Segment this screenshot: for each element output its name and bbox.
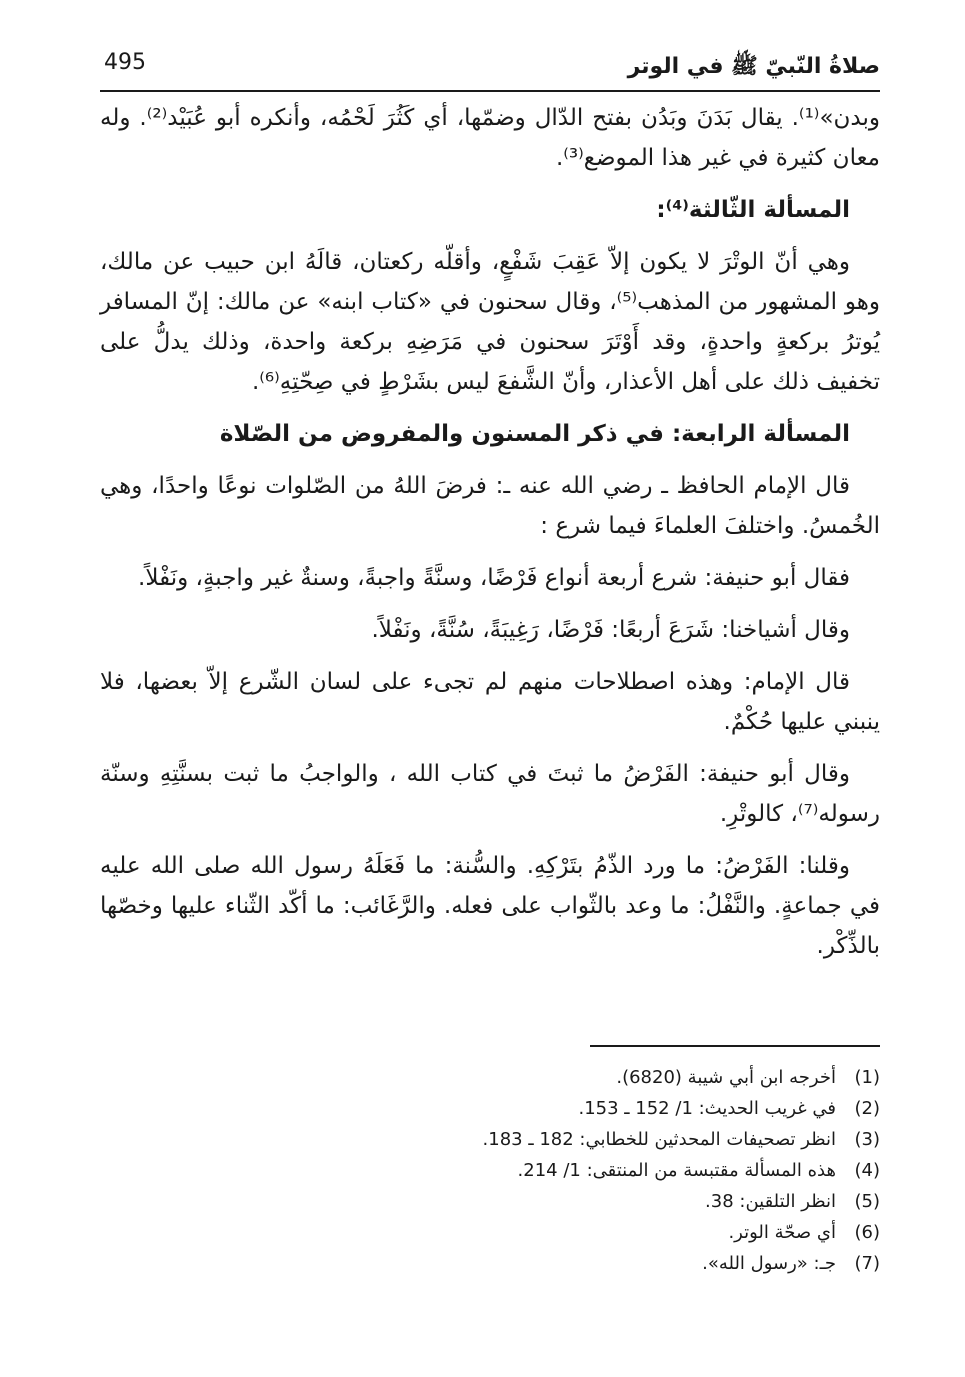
paragraph: وهي أنّ الوتْرَ لا يكون إلاّ عَقِبَ شَفْعٍ، وأقلّه ركعتان، قالَهُ ابن حبيب عن مالك، وهو المشهور من المذهب⁽⁵⁾، وقال سحنون في «كتاب ابنه» عن مالك: إنّ المسافر يُوترُ بركعةٍ واحدةٍ، وقد أَوْتَرَ سحنون في مَرَضِهِ بركعة واحدة، وذلك يدلُّ على تخفيف ذلك على أهل الأعذار، وأنّ الشَّفعَ ليس بشَرْطٍ في صِحّتِهِ⁽⁶⁾. [100,249,880,395]
paragraph: وقلنا: الفَرْضُ: ما ورد الذّمُ بتَرْكِهِ. والسُّنة: ما فَعَلَهُ رسول الله صلى الله عليه في جماعةٍ. والنَّفْلُ: ما وعد بالثّواب على فعله. والرَّغَائب: ما أكّد الثّناء عليها وخصّها بالذِّكْر. [100,853,880,959]
footnote-text: أي صحّة الوتر. [728,1222,836,1243]
section-heading: المسألة الثّالثة⁽⁴⁾: [656,197,850,223]
footnote [100,1217,880,1248]
section-heading: المسألة الرابعة: في ذكر المسنون والمفروض من الصّلاة [219,421,850,447]
running-title: صلاةُ النّبيّ ﷺ في الوتر [627,54,880,79]
footnote-number: (7) [854,1253,880,1274]
footnote-text: انظر تصحيفات المحدثين للخطابي: 182 ـ 183. [482,1129,836,1150]
footnote-text: جـ: «رسول الله». [702,1253,836,1274]
footnote [100,1124,880,1155]
footnote [100,1155,880,1186]
footnote-number: (2) [854,1098,880,1119]
paragraph: وبدن»⁽¹⁾. يقال بَدَنَ وبَدُن بفتح الدّال وضمّها، أي كَثُرَ لَحْمُه، وأنكره أبو عُبَيْد⁽²⁾. وله معان كثيرة في غير هذا الموضع⁽³⁾. [100,105,880,171]
footnote [100,1062,880,1093]
paragraph: وقال أشياخنا: شَرَعَ أربعًا: فَرْضًا، رَغِيبَةً، سُنَّةً، ونَفْلاً. [371,617,850,643]
footnote-number: (4) [854,1160,880,1181]
main-text [100,98,880,972]
paragraph: فقال أبو حنيفة: شرع أربعة أنواع فَرْضًا، وسنَّةً واجبةً، وسنةٌ غير واجبةٍ، ونَفْلاً. [138,565,850,591]
footnote-text: أخرجه ابن أبي شيبة (6820). [616,1067,836,1088]
footnotes [100,1062,880,1279]
footnote-text: انظر التلقين: 38. [705,1191,836,1212]
page-number: 495 [104,50,146,75]
footnote-separator [590,1045,880,1047]
paragraph: قال الإمام الحافظ ـ رضي الله عنه ـ: فرضَ اللهُ من الصّلوات نوعًا واحدًا، وهي الخُمسُ. واختلفَ العلماءَ فيما شرع : [100,473,880,539]
footnote-text: هذه المسألة مقتبسة من المنتقى: 1/ 214. [517,1160,836,1181]
running-header [100,46,880,92]
footnote-number: (3) [854,1129,880,1150]
footnote-number: (5) [854,1191,880,1212]
footnote [100,1186,880,1217]
footnote-number: (6) [854,1222,880,1243]
paragraph: وقال أبو حنيفة: الفَرْضُ ما ثبتَ في كتاب الله ، والواجبُ ما ثبت بسنَّتِهِ وسنّة رسوله⁽⁷⁾، كالوتْرِ. [100,761,880,827]
paragraph: قال الإمام: وهذه اصطلاحات منهم لم تجىء على لسان الشّرع إلاّ بعضها، فلا ينبني عليها حُكْمٌ. [100,669,880,735]
footnote-text: في غريب الحديث: 1/ 152 ـ 153. [578,1098,836,1119]
footnote [100,1093,880,1124]
footnote [100,1248,880,1279]
footnote-number: (1) [854,1067,880,1088]
